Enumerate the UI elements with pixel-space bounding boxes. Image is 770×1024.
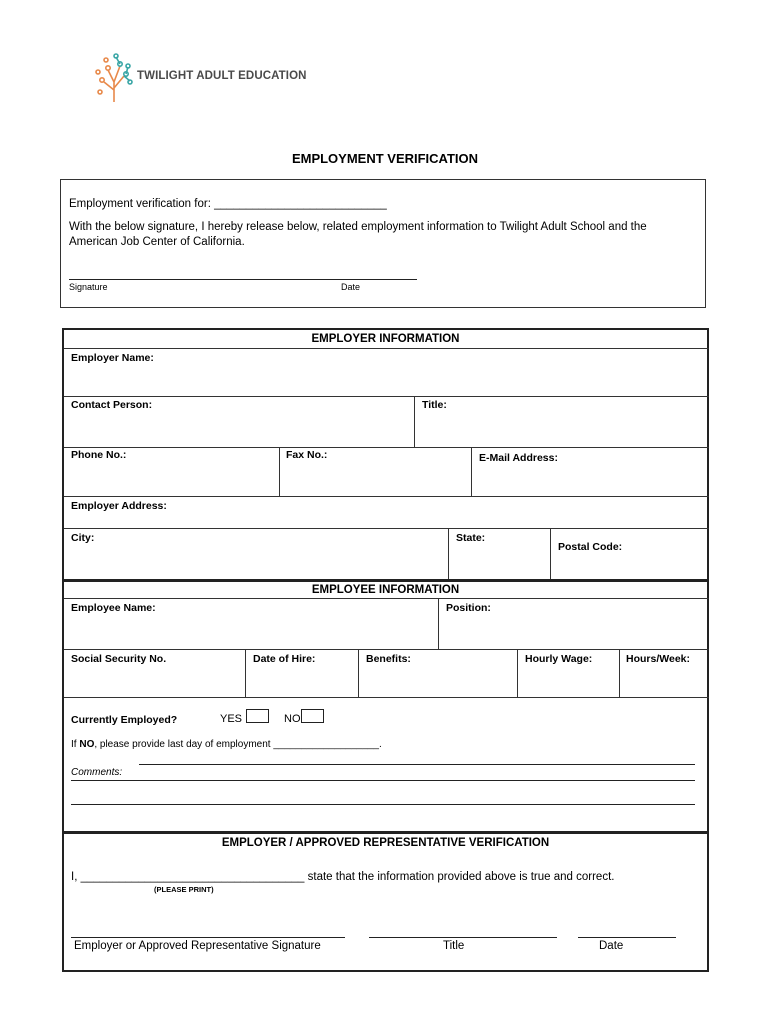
verification-section-title: EMPLOYER / APPROVED REPRESENTATIVE VERIFICATION [221, 837, 550, 849]
hours-week-field[interactable]: Hours/Week: [626, 653, 690, 665]
release-box [60, 179, 706, 308]
employer-section-title: EMPLOYER INFORMATION [311, 333, 460, 345]
ssn-field[interactable]: Social Security No. [71, 653, 167, 665]
comments-line-1[interactable] [139, 764, 695, 765]
last-day-field[interactable]: If NO, please provide last day of employment ___________________. [71, 739, 382, 750]
position-field[interactable]: Position: [446, 602, 491, 614]
org-name: TWILIGHT ADULT EDUCATION [137, 70, 307, 82]
fax-field[interactable]: Fax No.: [286, 449, 328, 461]
rep-title-line[interactable] [369, 937, 557, 938]
rep-signature-line[interactable] [71, 937, 345, 938]
currently-employed-label: Currently Employed? [71, 714, 178, 726]
hourly-wage-field[interactable]: Hourly Wage: [525, 653, 593, 665]
yes-label: YES [220, 713, 243, 725]
verification-for-field[interactable]: Employment verification for: ___________________________ [69, 198, 387, 210]
signature-line[interactable] [69, 279, 417, 280]
comments-line-3[interactable] [71, 804, 695, 805]
employment-form [62, 328, 709, 972]
contact-person-field[interactable]: Contact Person: [71, 399, 153, 411]
state-field[interactable]: State: [456, 532, 486, 544]
rep-date-line[interactable] [578, 937, 676, 938]
please-print-label: (PLEASE PRINT) [154, 885, 214, 894]
comments-label: Comments: [71, 767, 123, 778]
phone-field[interactable]: Phone No.: [71, 449, 127, 461]
signature-label: Signature [69, 282, 108, 292]
employer-name-field[interactable]: Employer Name: [71, 352, 154, 364]
date-label: Date [341, 282, 361, 292]
email-field[interactable]: E-Mail Address: [479, 452, 558, 464]
city-field[interactable]: City: [71, 532, 95, 544]
date-of-hire-field[interactable]: Date of Hire: [253, 653, 316, 665]
verification-statement[interactable]: I, ___________________________________ state that the information provided above is true and correct. [71, 871, 615, 883]
page-title: EMPLOYMENT VERIFICATION [291, 151, 479, 166]
employee-name-field[interactable]: Employee Name: [71, 602, 156, 614]
rep-title-label: Title [443, 940, 465, 952]
title-field[interactable]: Title: [422, 399, 447, 411]
employer-address-field[interactable]: Employer Address: [71, 500, 167, 512]
yes-checkbox[interactable] [246, 709, 269, 723]
release-statement: With the below signature, I hereby release below, related employment information to Twilight Adult School and the American Job Center of California. [69, 221, 647, 248]
benefits-field[interactable]: Benefits: [366, 653, 411, 665]
no-label: NO [284, 713, 301, 725]
employee-section-title: EMPLOYEE INFORMATION [311, 584, 460, 596]
no-checkbox[interactable] [301, 709, 324, 723]
comments-line-2[interactable] [71, 780, 695, 781]
postal-code-field[interactable]: Postal Code: [558, 541, 623, 553]
rep-signature-label: Employer or Approved Representative Signature [74, 940, 321, 952]
rep-date-label: Date [599, 940, 624, 952]
